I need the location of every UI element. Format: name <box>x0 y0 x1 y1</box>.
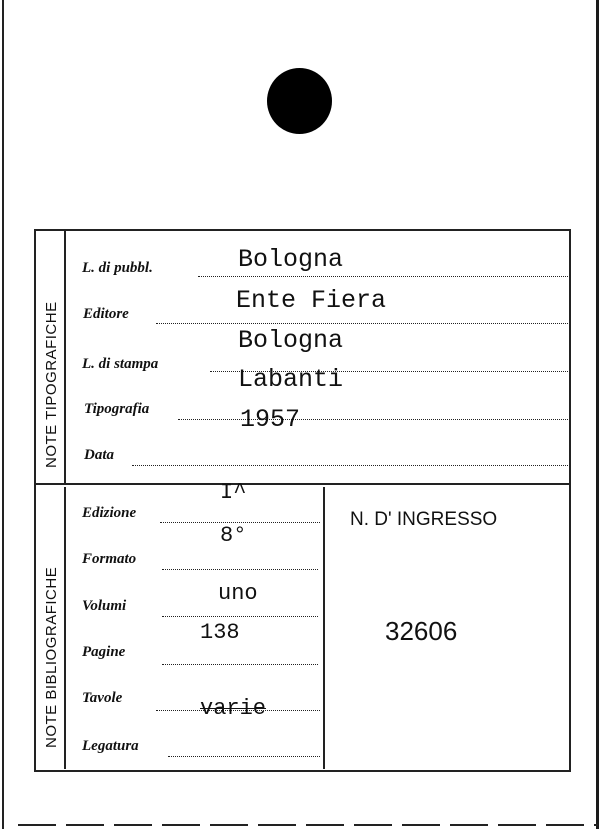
field-value: I^ <box>220 480 247 505</box>
field-value: 1957 <box>240 405 301 434</box>
field-dots <box>198 276 568 277</box>
field-dots <box>162 616 318 617</box>
field-value: Bologna <box>238 326 344 355</box>
field-label: Tavole <box>82 690 123 706</box>
card-left-edge <box>2 0 4 829</box>
field-label: L. di stampa <box>82 356 159 372</box>
field-label: Edizione <box>82 505 137 521</box>
field-dots <box>156 323 568 324</box>
ingresso-divider <box>323 487 325 769</box>
field-value: Bologna <box>238 245 344 274</box>
field-label: Formato <box>82 551 137 567</box>
section-title-tipografiche: NOTE TIPOGRAFICHE <box>43 301 60 468</box>
field-value: 8° <box>220 523 247 548</box>
card-right-edge <box>596 0 599 829</box>
ingresso-number: 32606 <box>385 616 458 646</box>
field-dots <box>168 756 320 757</box>
field-label: Pagine <box>82 644 126 660</box>
section-divider <box>36 483 569 485</box>
field-value: uno <box>218 581 258 606</box>
punch-hole <box>267 68 332 134</box>
field-label: L. di pubbl. <box>82 260 153 276</box>
field-value: varie <box>200 696 267 721</box>
field-label: Legatura <box>82 738 139 754</box>
frame-inner-line-bottom <box>64 487 66 769</box>
field-dots <box>178 419 568 420</box>
field-label: Data <box>84 447 114 463</box>
field-label: Volumi <box>82 598 127 614</box>
card-bottom-edge <box>18 824 598 826</box>
field-dots <box>162 664 318 665</box>
field-value: Ente Fiera <box>236 286 387 315</box>
field-label: Tipografia <box>84 401 150 417</box>
frame-inner-line-top <box>64 231 66 483</box>
section-title-bibliografiche: NOTE BIBLIOGRAFICHE <box>43 566 60 748</box>
field-value: Labanti <box>238 365 344 394</box>
ingresso-label: N. D' INGRESSO <box>350 509 498 530</box>
field-label: Editore <box>83 306 129 322</box>
field-dots <box>162 569 318 570</box>
field-dots <box>132 465 568 466</box>
field-value: 138 <box>200 620 240 645</box>
